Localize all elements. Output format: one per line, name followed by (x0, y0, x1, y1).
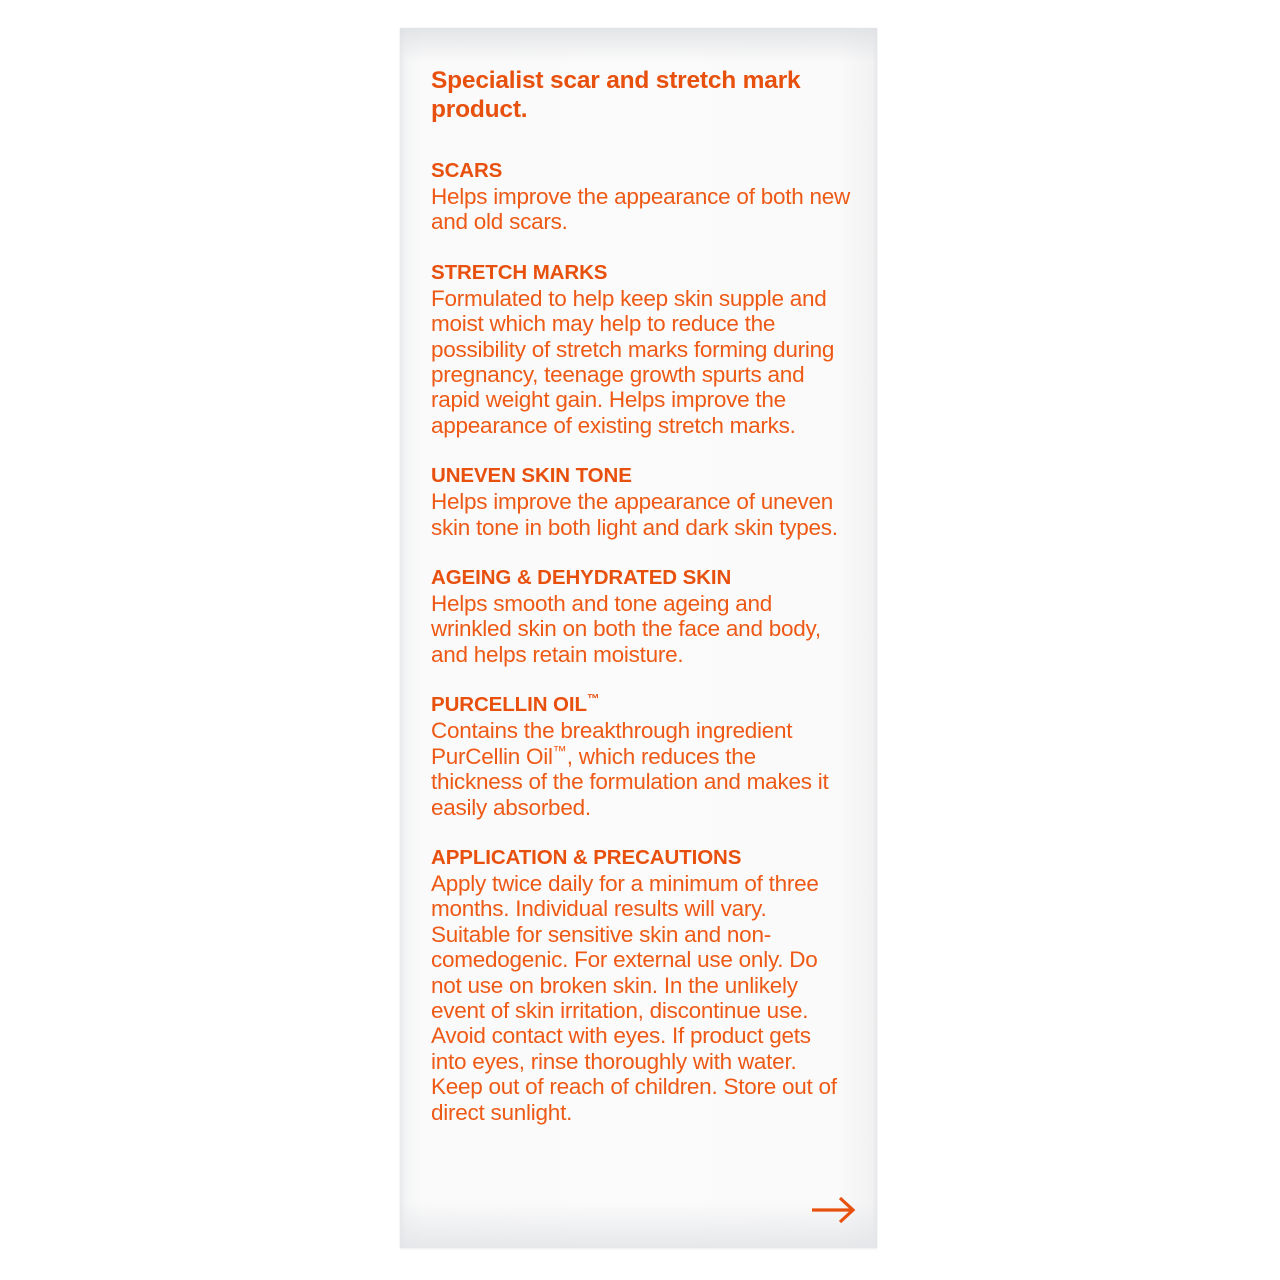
section-title-scars: SCARS (431, 159, 503, 182)
page-title: Specialist scar and stretch mark product. (431, 67, 801, 123)
section-purcellin-oil (431, 692, 855, 820)
section-uneven-skin-tone (431, 463, 855, 540)
section-body-uneven-skin-tone: Helps improve the appearance of uneven skin tone in both light and dark skin types. (431, 489, 838, 540)
section-title-ageing-dehydrated-skin: AGEING & DEHYDRATED SKIN (431, 566, 732, 590)
panel-top-sheen (400, 28, 877, 62)
product-packaging-panel (400, 28, 877, 1248)
section-body-application-precautions: Apply twice daily for a minimum of three months. Individual results will vary. Suitable for sensitive skin and non-comedogenic. For external use only. Do not use on broken skin. In the unlikely event of skin irritation, discontinue use. Avoid contact with eyes. If product gets into eyes, rinse thoroughly with water. Keep out of reach of children. Store out of direct sunlight. (431, 870, 837, 1125)
trademark-icon: ™ (586, 691, 600, 707)
section-body-purcellin-oil (431, 718, 851, 820)
section-stretch-marks (431, 260, 855, 438)
section-ageing-dehydrated-skin (431, 565, 855, 667)
trademark-icon: ™ (552, 742, 567, 759)
section-body-purcellin-oil-part1: Contains the breakthrough ingredient PurCellin Oil (431, 718, 793, 769)
section-title-purcellin-oil-text: PURCELLIN OIL (431, 693, 587, 717)
section-title-stretch-marks: STRETCH MARKS (431, 260, 608, 284)
section-title-purcellin-oil (431, 692, 855, 717)
arrow-right-icon (809, 1194, 857, 1226)
section-title-application-precautions: APPLICATION & PRECAUTIONS (431, 845, 742, 869)
section-title-uneven-skin-tone: UNEVEN SKIN TONE (431, 464, 632, 488)
section-body-purcellin-oil-part2: , which reduces the thickness of the formulation and makes it easily absorbed. (431, 743, 829, 820)
section-body-ageing-dehydrated-skin: Helps smooth and tone ageing and wrinkled skin on both the face and body, and helps retain moisture. (431, 591, 821, 667)
section-application-precautions (431, 845, 855, 1125)
panel-bottom-sheen (400, 1202, 877, 1248)
section-scars (431, 158, 855, 235)
section-body-scars: Helps improve the appearance of both new and old scars. (431, 184, 851, 235)
panel-content (431, 66, 855, 1125)
section-body-stretch-marks: Formulated to help keep skin supple and moist which may help to reduce the possibility of stretch marks forming during pregnancy, teenage growth spurts and rapid weight gain. Helps improve the appearance of existing stretch marks. (431, 285, 835, 438)
